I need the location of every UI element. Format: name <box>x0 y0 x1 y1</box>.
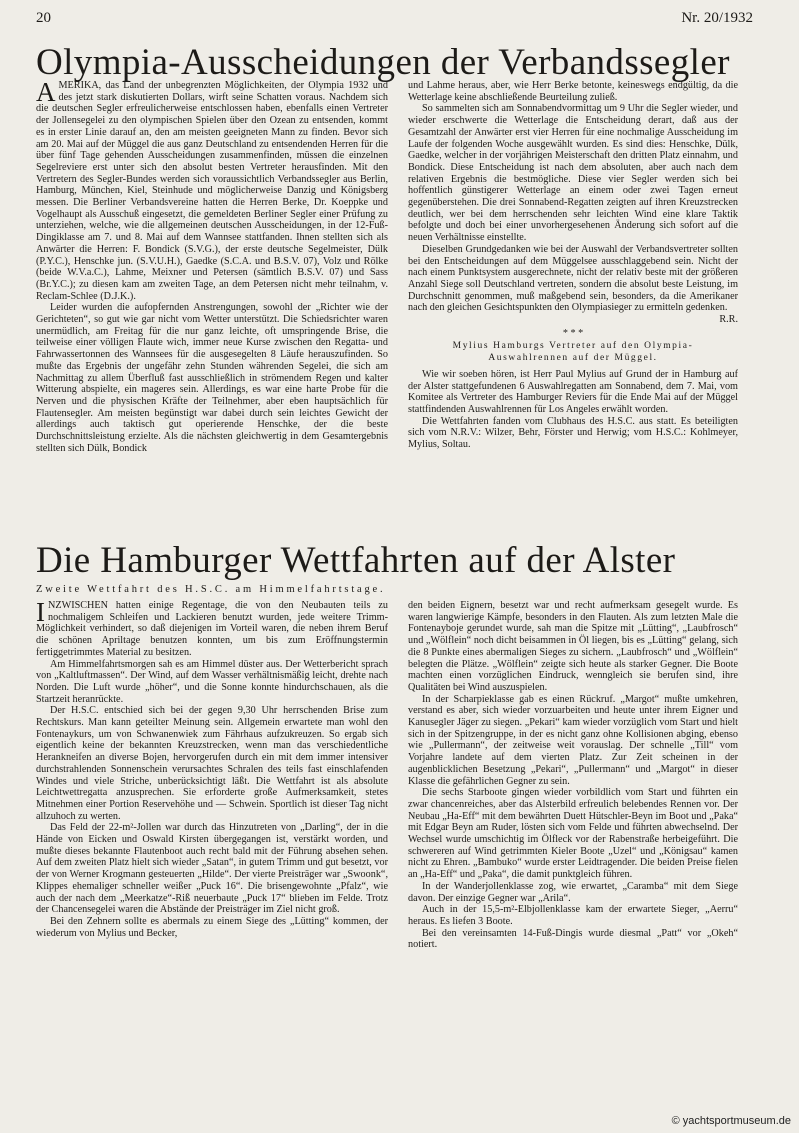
article2-paragraph: Das Feld der 22-m²-Jollen war durch das Hinzutreten von „Darling“, der in die Hände von Eicken und Oswald Kirsten übergegangen ist, verstärkt worden, und mußte dieses bekannte Flautenboot auch recht bald mit der Führung absehen sehen. Auf dem zweiten Platz hielt sich wieder „Satan“, in gutem Trimm und gut besetzt, vor der von Werner Krogmann gesteuerten „Hilde“. Der vierte Preisträger war „Swoonk“, Klippes ehemaliger schneller weißer „Puck 16“. Die brisengewohnte „Pfalz“, wie auch der nach dem „Meerkatze“-Riß neuerbaute „Puck 17“ blieben im Felde. Trotz der Chancensegelei waren die Abstände der Preisträger im Ziel nicht groß. <box>36 822 388 916</box>
article1-signature: R.R. <box>719 314 738 326</box>
page-number: 20 <box>36 10 51 26</box>
article2-left-column <box>36 600 388 1070</box>
article2-paragraph: Die sechs Starboote gingen wieder vorbildlich vom Start und führten ein zwar chancenreiches, aber das Alsterbild erfreulich belebendes Rennen vor. Der Neubau „Ha-Eff“ mit dem bewährten Duett Hütschler-Beyn im Boot und „Paka“ mit Edgar Beyn am Ruder, lösten sich vom Felde und führten abwechselnd. Der Wechsel wurde umschichtig im Ölfleck vor der Rabenstraße herbeigeführt. Die schwereren auf Wind getrimmten Kieler Boote „Uzel“ und „Königsau“ kamen nicht zu Ehren. „Bambuko“ wurde erster Leidtragender. Die beiden Preise fielen an „Ha-Eff“ und „Paka“, die damit punktgleich führen. <box>408 787 738 881</box>
article2-paragraph: In der Wanderjollenklasse zog, wie erwartet, „Caramba“ mit dem Siege davon. Der einzige Gegner war „Arila“. <box>408 880 738 904</box>
article1-paragraph: AMERIKA, das Land der unbegrenzten Möglichkeiten, der Olympia 1932 und des jetzt stark diskutierten Dollars, wirft seine Schatten voraus. Nachdem sich die deutschen Segler erfreulicherweise entschlossen haben, ebenfalls einen Vertreter der Jollensegelei zu den olympischen Spielen über den Ozean zu entsenden, kommt es in erster Linie darauf an, den am meisten geeigneten Mann zu finden. Bevor sich am 20. Mai auf der Müggel die aus ganz Deutschland zu entsendenden Herren für die über fünf Tage gehenden Ausscheidungen zusammenfinden, müssen die einzelnen Segelreviere erst unter sich den absolut besten Vertreter herausfinden. Mit den Vertretern des Segler-Bundes werden sich voraussichtlich Verbandssegler aus Berlin, Hamburg, München, Kiel, Steinhude und möglicherweise Danzig und Königsberg messen. Die Berliner Verbandsvereine hatten die Herren Berke, Dr. Koeppke und Vogelhaupt als Ausschuß eingesetzt, die gemeldeten Berliner Segler einer Prüfung zu unterziehen, welche, wie die allgemeinen deutschen Ausscheidungen, in der 12-Fuß-Dingiklasse am 7. und 8. Mai auf dem Wannsee stattfanden. Ihnen stellten sich als Anwärter die Herren: F. Bondick (S.V.G.), der erste deutsche Segelmeister, Dülk (P.Y.C.), Henschke jun. (S.V.U.H.), Gaedke (S.C.A. und B.S.V. 07), Volz und Rölke (beide W.V.a.C.), Lahme, Meixner und Petersen (sämtlich B.S.V. 07) und Sass (Br.Y.C.); zu diesen kam am zweiten Tage, an dem Petersen nicht mehr teilnahm, v. Reclam-Schlee (D.J.K.). <box>36 80 388 302</box>
issue-number: Nr. 20/1932 <box>681 10 753 26</box>
article1-paragraph: Leider wurden die aufopfernden Anstrengungen, sowohl der „Richter wie der Gerichteten“, so gut wie gar nicht vom Wetter unterstützt. Die Schiedsrichter waren unermüdlich, am Freitag für die nur ganz leichte, oft umspringende Brise, die teilweise einer völligen Flaute wich, immer neue Kurse zwischen den Regatta- und Fahrwassertonnen des Wannsees für die ausgesegelten 8 Läufe herauszufinden. So mußte das Ergebnis der ungefähr zehn Stunden währenden Segelei, die sich am Nachmittag zu allem Überfluß fast ausschließlich in strömendem Regen und kalter Witterung abspielte, ein mageres sein. Allerdings, es war eine harte Probe für die Nerven und die physischen Kräfte der Teilnehmer, aber eben hauptsächlich für Flautensegler. Am meisten begünstigt war dabei durch sein leichtes Gewicht der allerdings auch taktisch gut operierende Henschke, der die beste Durchschnittsleistung erzielte. Als die nächsten gleichwertig in dem Gesamtergebnis stellten sich Dülk, Bondick <box>36 302 388 454</box>
article2-paragraph: Bei den Zehnern sollte es abermals zu einem Siege des „Lütting“ kommen, der wiederum von Mylius und Becker, <box>36 915 388 939</box>
article2-subtitle: Zweite Wettfahrt des H.S.C. am Himmelfahrtstage. <box>36 584 386 595</box>
watermark: © yachtsportmuseum.de <box>671 1115 791 1127</box>
article1-right-column <box>408 80 738 539</box>
article2-paragraph: den beiden Eignern, besetzt war und recht aufmerksam gesegelt wurde. Es waren langwierige Kämpfe, besonders in den Flauten. Als zum letzten Male die Fontenayboje gerundet wurde, sah man die Spitze mit „Lütting“, „Laubfrosch“ und „Wölflein“ noch dicht beisammen in Öl liegen, bis es „Lütting“ gelang, sich die 8 Punkte eines abermaligen Sieges zu sichern. „Laubfrosch“ und „Wölflein“ belegten die Plätze. „Wölflein“ zeigte sich heute als starker Gegner. Die Boote machten einen vorzüglichen Eindruck, wenngleich sie berufen sind, ihre Qualitäten bei Wind auszuspielen. <box>408 600 738 693</box>
article2-right-column <box>408 600 738 1070</box>
article1-paragraph: So sammelten sich am Sonnabendvormittag um 9 Uhr die Segler wieder, und wieder erschwerte die Wetterlage die Entscheidung derart, daß aus der Gesamtzahl der Anwärter erst vier Herren für eine nochmalige Ausscheidung im Laufe der folgenden Woche ausgewählt wurden. Es sind dies: Henschke, Dülk, Gaedke, welcher in der vorjährigen Meisterschaft den dritten Platz einnahm, und Bondick. Diese Entscheidung ist nach dem absoluten, aber auch nach dem relativen Ergebnis die bestmögliche. Diese vier Segler werden sich bei hoffentlich günstigerer Wetterlage an einem oder zwei Tagen erneut gegenüberstehen. Die drei Sonnabend-Regatten zeigten auf ihren Kreuzstrecken deutlich, wer bei dem herrschenden sehr leichten Wind eine klare Taktik befolgte und doch bei einer unvorhergesehenen Änderung sich sofort auf die neuen Verhältnisse einstellte. <box>408 103 738 244</box>
separator-stars: * * * <box>562 327 584 339</box>
article1-left-column <box>36 80 388 539</box>
article1-paragraph: Wie wir soeben hören, ist Herr Paul Mylius auf Grund der in Hamburg auf der Alster stattgefundenen 6 Auswahlregatten am Sonnabend, dem 7. Mai, vom Komitee als Vertreter des Hamburger Reviers für die Ende Mai auf der Müggel stattfindenden Auswahlrennen für Los Angeles erwählt worden. <box>408 368 738 415</box>
article1-paragraph: Die Wettfahrten fanden vom Clubhaus des H.S.C. aus statt. Es beteiligten sich vom N.R.V.: Wilzer, Behr, Förster und Herwig; vom H.S.C.: Kohlmeyer, Mylius, Soltau. <box>408 415 738 451</box>
article1-paragraph: Dieselben Grundgedanken wie bei der Auswahl der Verbandsvertreter sollten bei den Entscheidungen auf dem Müggelsee ausschlaggebend sein. Nicht der nach einem Punktsystem ausgerechnete, nicht der relativ beste mit der größeren Anzahl Siege soll Deutschland vertreten, sondern die absolut beste Leistung, im Durchschnitt genommen, muß maßgebend sein, besonders, da die Amerikaner nach den gleichen Gesichtspunkten den Olympiasieger zu ermitteln gedenken. <box>408 243 738 314</box>
article2-paragraph: In der Scharpieklasse gab es einen Rückruf. „Margot“ mußte umkehren, verstand es aber, sich wieder vorzuarbeiten und heute unter ihrem Eigner und Kanusegler Jäger zu siegen. „Pekari“ kam wieder vorzüglich vom Start und hielt sich in der Spitzengruppe, in der es nicht ganz ohne Kollisionen abging, ebenso wie „Pullermann“, der zeitweise weit vorauslag. Der schnelle „Till“ vom Vorjahre landete auf dem vierten Platz. Zur Zeit scheinen in der augenblicklichen Besetzung „Pekari“, „Pullermann“ und „Margot“ in dieser Klasse die gefährlichen Gegner zu sein. <box>408 693 738 787</box>
article1-title: Olympia-Ausscheidungen der Verbandssegler <box>36 42 730 83</box>
article2-paragraph: Der H.S.C. entschied sich bei der gegen 9,30 Uhr herrschenden Brise zum Rechtskurs. Man kann geteilter Meinung sein. Allgemein erwartete man wohl den Fontenaykurs, um von Schwanenwiek zum Fährhaus aufzukreuzen. So ergab sich eigentlich keine der bekannten Kreuzstrecken, wenn man das verschiedentliche Herankneifen an diverse Bojen, hervorgerufen durch ein mit dem immer intensiver durchstrahlenden Sonnenschein verursachtes Schralen des teils fast einschlafenden Windes und viele Striche, unberücksichtigt läßt. Die Wettfahrt ist als absolute Leichtwettregatta anzusprechen. Sie erforderte große Aufmerksamkeit, stetes Mitnehmen einer Portion Reservehöhe und — Schwein. Sportlich ist dieser Tag nicht allzuhoch zu werten. <box>36 705 388 822</box>
article2-paragraph: Am Himmelfahrtsmorgen sah es am Himmel düster aus. Der Wetterbericht sprach von „Kaltluftmassen“. Der Wind, auf dem Wasser verhältnismäßig leicht, drehte nach Norden. Die Luft wurde „höher“, und die Sonne konnte hindurchschauen, als die Startzeit heranrückte. <box>36 658 388 705</box>
article2-dropcap: I <box>36 600 45 627</box>
article2-paragraph: Bei den vereinsamten 14-Fuß-Dingis wurde diesmal „Patt“ vor „Okeh“ notiert. <box>408 927 738 951</box>
article2-title: Die Hamburger Wettfahrten auf der Alster <box>36 540 676 581</box>
article2-paragraph: INZWISCHEN hatten einige Regentage, die von den Neubauten teils zu nochmaligem Schleifen und Lackieren benutzt wurden, jede weitere Trimm-Möglichkeit verhindert, so daß diejenigen im Vorteil waren, die neben ihrem Beruf die schönen Apriltage benutzen konnten, um bis zum Eröffnungstermin fertiggetrimmtes Material zu besitzen. <box>36 600 388 658</box>
article1-dropcap: A <box>36 80 56 107</box>
article2-paragraph: Auch in der 15,5-m²-Elbjollenklasse kam der erwartete Sieger, „Aerru“ heraus. Es liefen 3 Boote. <box>408 904 738 927</box>
note-heading: Mylius Hamburgs Vertreter auf den Olympia-Auswahlrennen auf der Müggel. <box>452 341 694 364</box>
article1-paragraph: und Lahme heraus, aber, wie Herr Berke betonte, keineswegs endgültig, da die Wetterlage keine abschließende Beurteilung zuließ. <box>408 80 738 103</box>
